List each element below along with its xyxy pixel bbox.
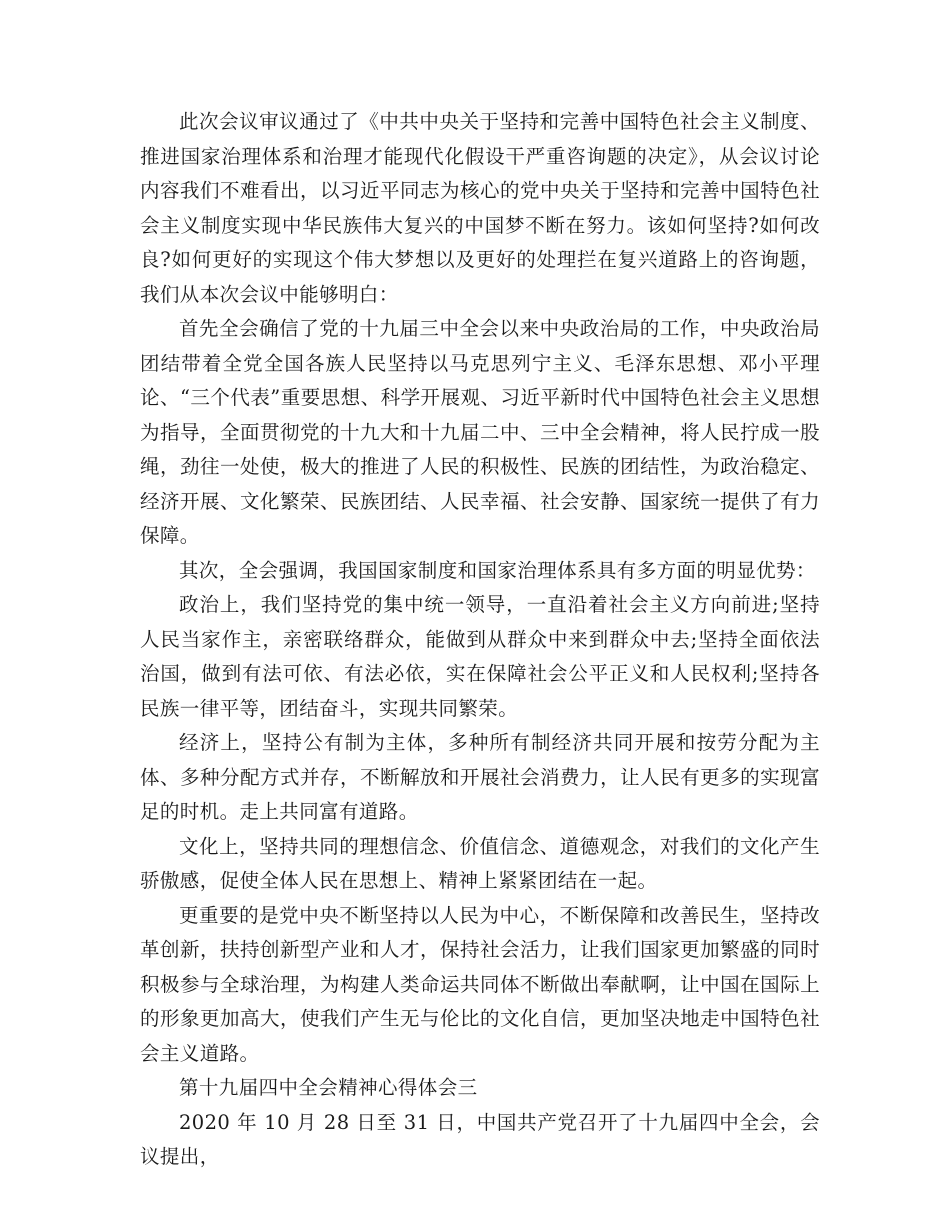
paragraph-intro: 此次会议审议通过了《中共中央关于坚持和完善中国特色社会主义制度、推进国家治理体系和治理才能现代化假设干严重咨询题的决定》，从会议讨论内容我们不难看出，以习近平同志为核心的党中央关于坚持和完善中国特色社会主义制度实现中华民族伟大复兴的中国梦不断在努力。该如何坚持?如何改良?如何更好的实现这个伟大梦想以及更好的处理拦在复兴道路上的咨询题，我们从本次会议中能够明白： [140,110,820,306]
paragraph-cultural: 文化上，坚持共同的理想信念、价值信念、道德观念，对我们的文化产生骄傲感，促使全体人民在思想上、精神上紧紧团结在一起。 [140,834,820,892]
paragraph-second: 其次，全会强调，我国国家制度和国家治理体系具有多方面的明显优势： [179,558,816,582]
paragraph-first: 首先全会确信了党的十九届三中全会以来中央政治局的工作，中央政治局团结带着全党全国各族人民坚持以马克思列宁主义、毛泽东思想、邓小平理论、“三个代表”重要思想、科学开展观、习近平新时代中国特色社会主义思想为指导，全面贯彻党的十九大和十九届二中、三中全会精神，将人民拧成一股绳，劲往一处使，极大的推进了人民的积极性、民族的团结性，为政治稳定、经济开展、文化繁荣、民族团结、人民幸福、社会安静、国家统一提供了有力保障。 [140,317,820,547]
paragraph-economic: 经济上，坚持公有制为主体，多种所有制经济共同开展和按劳分配为主体、多种分配方式并存，不断解放和开展社会消费力，让人民有更多的实现富足的时机。走上共同富有道路。 [140,731,820,823]
section-heading: 第十九届四中全会精神心得体会三 [179,1076,478,1099]
document-body [140,105,820,1175]
paragraph-political: 政治上，我们坚持党的集中统一领导，一直沿着社会主义方向前进;坚持人民当家作主，亲密联络群众，能做到从群众中来到群众中去;坚持全面依法治国，做到有法可依、有法必依，实在保障社会公平正义和人民权利;坚持各民族一律平等，团结奋斗，实现共同繁荣。 [140,593,820,720]
paragraph-date: 2020 年 10 月 28 日至 31 日，中国共产党召开了十九届四中全会，会议提出， [140,1110,820,1168]
paragraph-important: 更重要的是党中央不断坚持以人民为中心，不断保障和改善民生，坚持改革创新，扶持创新型产业和人才，保持社会活力，让我们国家更加繁盛的同时积极参与全球治理，为构建人类命运共同体不断做出奉献啊，让中国在国际上的形象更加高大，使我们产生无与伦比的文化自信，更加坚决地走中国特色社会主义道路。 [140,903,820,1065]
